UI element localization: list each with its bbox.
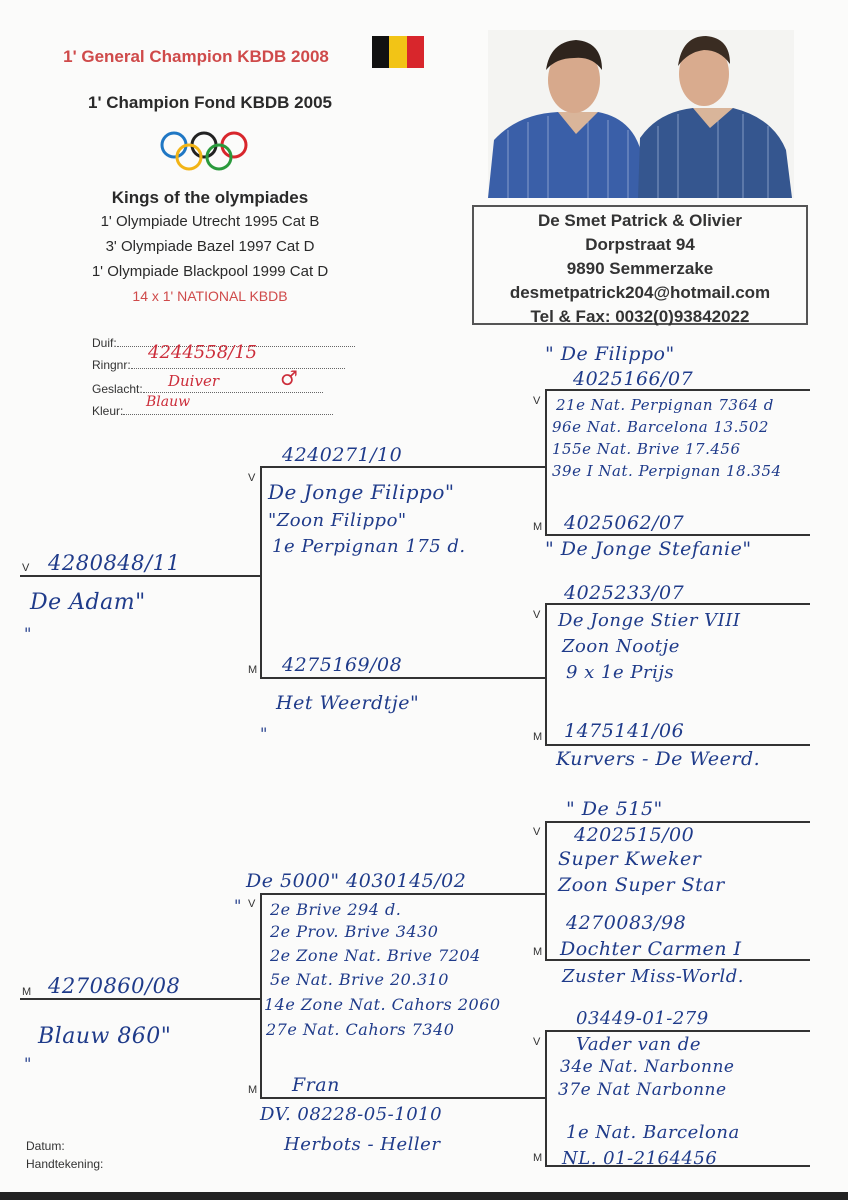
sire-bracket bbox=[260, 466, 262, 678]
dds-line-3: 37e Nat Narbonne bbox=[558, 1080, 727, 1100]
marker-m: M bbox=[533, 1152, 543, 1164]
dss-line-2: Zoon Super Star bbox=[558, 874, 725, 896]
sire-ring: 4280848/11 bbox=[48, 551, 181, 575]
ds-line-6: 27e Nat. Cahors 7340 bbox=[266, 1020, 455, 1039]
title-general-champion: 1' General Champion KBDB 2008 bbox=[63, 47, 329, 66]
kleur-label: Kleur: bbox=[92, 404, 124, 418]
ssd-name: " De Jonge Stefanie" bbox=[545, 538, 752, 560]
sd-bracket bbox=[545, 603, 547, 745]
sdd-name: Kurvers - De Weerd. bbox=[556, 748, 761, 770]
dds-line-2: 34e Nat. Narbonne bbox=[560, 1057, 735, 1077]
contact-box bbox=[472, 205, 808, 325]
olympiade-2: 3' Olympiade Bazel 1997 Cat D bbox=[105, 238, 315, 255]
marker-v: V bbox=[533, 1036, 541, 1048]
ds-open-quote: " bbox=[234, 896, 242, 915]
ss-line-1: De Jonge Filippo" bbox=[268, 480, 455, 504]
datum-label: Datum: bbox=[26, 1139, 65, 1153]
dss-line-1: Super Kweker bbox=[558, 848, 702, 870]
ringnr-label: Ringnr: bbox=[92, 358, 131, 372]
dsd-ring: 4270083/98 bbox=[566, 912, 687, 934]
olympiade-1: 1' Olympiade Utrecht 1995 Cat B bbox=[100, 213, 320, 230]
marker-v: V bbox=[533, 395, 541, 407]
ds-line-1: 2e Brive 294 d. bbox=[270, 900, 402, 919]
ss-line-2: "Zoon Filippo" bbox=[268, 510, 407, 531]
sds-ring: 4025233/07 bbox=[564, 582, 685, 604]
dd-breeder: Herbots - Heller bbox=[284, 1134, 441, 1155]
marker-m: M bbox=[533, 946, 543, 958]
ssd-line bbox=[545, 534, 810, 536]
dam-line bbox=[20, 998, 260, 1000]
kings-title: Kings of the olympiades bbox=[111, 188, 309, 207]
duif-label: Duif: bbox=[92, 336, 117, 350]
ss-ring: 4240271/10 bbox=[282, 444, 403, 466]
kleur-field bbox=[92, 402, 333, 418]
ds-line-3: 2e Zone Nat. Brive 7204 bbox=[270, 946, 481, 965]
belgian-flag-icon bbox=[372, 36, 424, 68]
sds-line-2: Zoon Nootje bbox=[562, 636, 680, 657]
marker-m: M bbox=[533, 731, 543, 743]
sss-line-4: 39e I Nat. Perpignan 18.354 bbox=[552, 462, 782, 480]
dam-bracket bbox=[260, 893, 262, 1098]
dss-line bbox=[545, 821, 810, 823]
sss-line-2: 96e Nat. Barcelona 13.502 bbox=[552, 418, 769, 436]
contact-email[interactable]: desmetpatrick204@hotmail.com bbox=[509, 283, 771, 302]
dd-bracket bbox=[545, 1030, 547, 1166]
marker-v: V bbox=[248, 472, 256, 484]
kleur-value: Blauw bbox=[146, 394, 191, 410]
dsd-note: Zuster Miss-World. bbox=[562, 966, 745, 987]
sd-line bbox=[260, 677, 545, 679]
geslacht-label: Geslacht: bbox=[92, 382, 143, 396]
ss-line bbox=[260, 466, 545, 468]
marker-m: M bbox=[533, 521, 543, 533]
sdd-ring: 1475141/06 bbox=[564, 720, 685, 742]
dd-line bbox=[260, 1097, 545, 1099]
geslacht-value: Duiver bbox=[168, 372, 220, 390]
handtekening-label: Handtekening: bbox=[26, 1157, 104, 1171]
dd-name: Fran bbox=[292, 1074, 340, 1096]
national-wins: 14 x 1' NATIONAL KBDB bbox=[132, 288, 288, 304]
ddd-line-2: NL. 01-2164456 bbox=[562, 1148, 718, 1169]
sd-name: Het Weerdtje" bbox=[276, 692, 420, 714]
marker-v: V bbox=[533, 826, 541, 838]
marker-v: V bbox=[22, 562, 30, 574]
dam-open-quote: " bbox=[24, 1054, 32, 1073]
ss-bracket bbox=[545, 389, 547, 535]
owners-photo bbox=[488, 30, 794, 198]
contact-name: De Smet Patrick & Olivier bbox=[537, 211, 743, 230]
sire-open-quote: " bbox=[24, 624, 32, 643]
male-symbol-icon: ♂ bbox=[280, 366, 298, 390]
ds-line-2: 2e Prov. Brive 3430 bbox=[270, 922, 439, 941]
dam-name: Blauw 860" bbox=[38, 1024, 172, 1049]
sd-ring: 4275169/08 bbox=[282, 654, 403, 676]
title-champion-fond: 1' Champion Fond KBDB 2005 bbox=[88, 93, 332, 112]
ds-line-5: 14e Zone Nat. Cahors 2060 bbox=[264, 995, 501, 1014]
ringnr-value: 4244558/15 bbox=[148, 342, 258, 363]
ds-bracket bbox=[545, 821, 547, 960]
dd-ring: DV. 08228-05-1010 bbox=[260, 1104, 443, 1125]
marker-m: M bbox=[22, 986, 32, 998]
sss-line-3: 155e Nat. Brive 17.456 bbox=[552, 440, 741, 458]
ddd-line-1: 1e Nat. Barcelona bbox=[566, 1122, 740, 1143]
sire-name: De Adam" bbox=[30, 590, 146, 615]
marker-m: M bbox=[248, 1084, 258, 1096]
sdd-line bbox=[545, 744, 810, 746]
dds-line bbox=[545, 1030, 810, 1032]
ds-line bbox=[260, 893, 545, 895]
contact-phone: Tel & Fax: 0032(0)93842022 bbox=[530, 307, 750, 326]
marker-v: V bbox=[533, 609, 541, 621]
sss-ring: 4025166/07 bbox=[573, 368, 694, 390]
dds-ring: 03449-01-279 bbox=[576, 1008, 709, 1029]
scan-edge bbox=[0, 1192, 848, 1200]
marker-m: M bbox=[248, 664, 258, 676]
sss-name: " De Filippo" bbox=[545, 343, 675, 365]
contact-street: Dorpstraat 94 bbox=[585, 235, 695, 254]
dss-name: " De 515" bbox=[566, 798, 663, 820]
ssd-ring: 4025062/07 bbox=[564, 512, 685, 534]
sire-line bbox=[20, 575, 260, 577]
sd-open-quote: " bbox=[260, 724, 268, 743]
sds-line-1: De Jonge Stier VIII bbox=[558, 610, 741, 631]
dsd-name: Dochter Carmen I bbox=[560, 938, 742, 960]
olympic-rings-icon bbox=[158, 130, 258, 172]
sss-line-1: 21e Nat. Perpignan 7364 d bbox=[556, 396, 774, 414]
contact-city: 9890 Semmerzake bbox=[566, 259, 714, 278]
dam-ring: 4270860/08 bbox=[48, 974, 181, 998]
dds-line-1: Vader van de bbox=[576, 1034, 701, 1055]
dss-ring: 4202515/00 bbox=[574, 824, 695, 846]
ss-line-3: 1e Perpignan 175 d. bbox=[272, 536, 466, 557]
marker-v: V bbox=[248, 898, 256, 910]
ds-line-4: 5e Nat. Brive 20.310 bbox=[270, 970, 449, 989]
olympiade-3: 1' Olympiade Blackpool 1999 Cat D bbox=[91, 263, 329, 280]
ds-ring: De 5000" 4030145/02 bbox=[246, 870, 467, 892]
sds-line-3: 9 x 1e Prijs bbox=[566, 662, 675, 683]
